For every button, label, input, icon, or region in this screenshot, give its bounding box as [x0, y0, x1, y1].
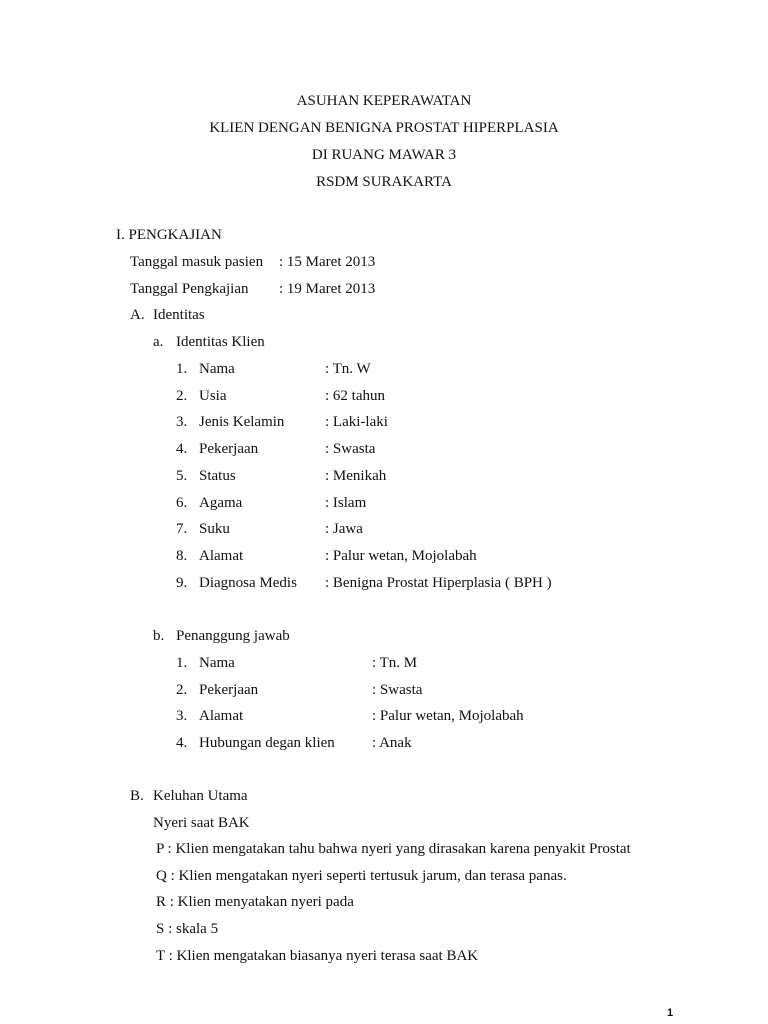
list-item-number: 6.: [176, 494, 188, 511]
list-item-number: 9.: [176, 574, 188, 591]
list-item-label: Usia: [199, 387, 227, 404]
list-item-number: 4.: [176, 441, 188, 458]
tanggal-pengkajian-label: Tanggal Pengkajian: [130, 281, 249, 297]
list-item-number: 1.: [176, 655, 188, 671]
list-item-value: : Islam: [325, 494, 367, 511]
page-number: 1: [667, 1007, 674, 1019]
pqrst-line: T : Klien mengatakan biasanya nyeri terasa saat BAK: [156, 947, 479, 964]
list-item-label: Hubungan degan klien: [199, 735, 335, 752]
list-item-label: Alamat: [199, 708, 244, 725]
keluhan-utama-heading: Keluhan Utama: [153, 788, 248, 804]
list-item-number: 7.: [176, 521, 188, 538]
list-item-value: : Palur wetan, Mojolabah: [372, 708, 524, 725]
pqrst-line: S : skala 5: [156, 921, 219, 938]
list-item-number: 1.: [176, 361, 188, 377]
list-item-value: : Palur wetan, Mojolabah: [325, 547, 477, 564]
list-item-label: Agama: [199, 494, 243, 511]
title-line-1: ASUHAN KEPERAWATAN: [296, 93, 472, 109]
list-item-number: 2.: [176, 681, 188, 698]
list-item-number: 8.: [176, 547, 188, 564]
list-item-label: Nama: [199, 655, 235, 671]
pqrst-line: Q : Klien mengatakan nyeri seperti tertusuk jarum, dan terasa panas.: [156, 867, 567, 884]
list-item-label: Nama: [199, 361, 235, 377]
list-item-value: : Laki-laki: [325, 414, 388, 431]
title-line-2: KLIEN DENGAN BENIGNA PROSTAT HIPERPLASIA: [209, 120, 559, 136]
list-item-label: Pekerjaan: [199, 441, 259, 458]
list-item-label: Alamat: [199, 547, 244, 564]
list-marker: B.: [130, 788, 144, 804]
list-marker: a.: [153, 334, 164, 350]
tanggal-masuk-label: Tanggal masuk pasien: [130, 254, 264, 270]
penanggung-jawab-heading: Penanggung jawab: [176, 628, 290, 644]
list-item-value: : Benigna Prostat Hiperplasia ( BPH ): [325, 574, 552, 591]
list-item-value: : Swasta: [372, 681, 423, 698]
list-item-number: 4.: [176, 735, 188, 752]
identitas-klien-heading: Identitas Klien: [176, 334, 265, 350]
list-item-label: Diagnosa Medis: [199, 574, 297, 591]
tanggal-masuk-value: : 15 Maret 2013: [279, 254, 376, 270]
list-item-value: : 62 tahun: [325, 387, 385, 404]
list-item-number: 3.: [176, 414, 188, 431]
list-item-value: : Jawa: [325, 521, 363, 538]
title-line-3: DI RUANG MAWAR 3: [311, 147, 457, 163]
list-item-value: : Menikah: [325, 467, 387, 484]
list-marker: A.: [130, 307, 145, 323]
list-item-number: 2.: [176, 387, 188, 404]
section-heading-pengkajian: I. PENGKAJIAN: [116, 227, 222, 243]
list-item-value: : Anak: [372, 735, 412, 752]
list-item-label: Jenis Kelamin: [199, 414, 285, 431]
list-item-label: Pekerjaan: [199, 681, 259, 698]
tanggal-pengkajian-value: : 19 Maret 2013: [279, 281, 376, 297]
keluhan-utama-main: Nyeri saat BAK: [153, 815, 250, 831]
identitas-heading: Identitas: [153, 307, 205, 323]
list-marker: b.: [153, 628, 165, 644]
title-line-4: RSDM SURAKARTA: [316, 174, 452, 190]
list-item-label: Status: [199, 467, 236, 484]
list-item-number: 3.: [176, 708, 188, 725]
pqrst-line: R : Klien menyatakan nyeri pada: [156, 894, 354, 911]
list-item-value: : Swasta: [325, 441, 376, 458]
list-item-value: : Tn. W: [325, 361, 371, 377]
list-item-number: 5.: [176, 467, 188, 484]
list-item-value: : Tn. M: [372, 655, 418, 671]
pqrst-line: P : Klien mengatakan tahu bahwa nyeri yang dirasakan karena penyakit Prostat: [156, 841, 631, 857]
list-item-label: Suku: [199, 521, 230, 538]
